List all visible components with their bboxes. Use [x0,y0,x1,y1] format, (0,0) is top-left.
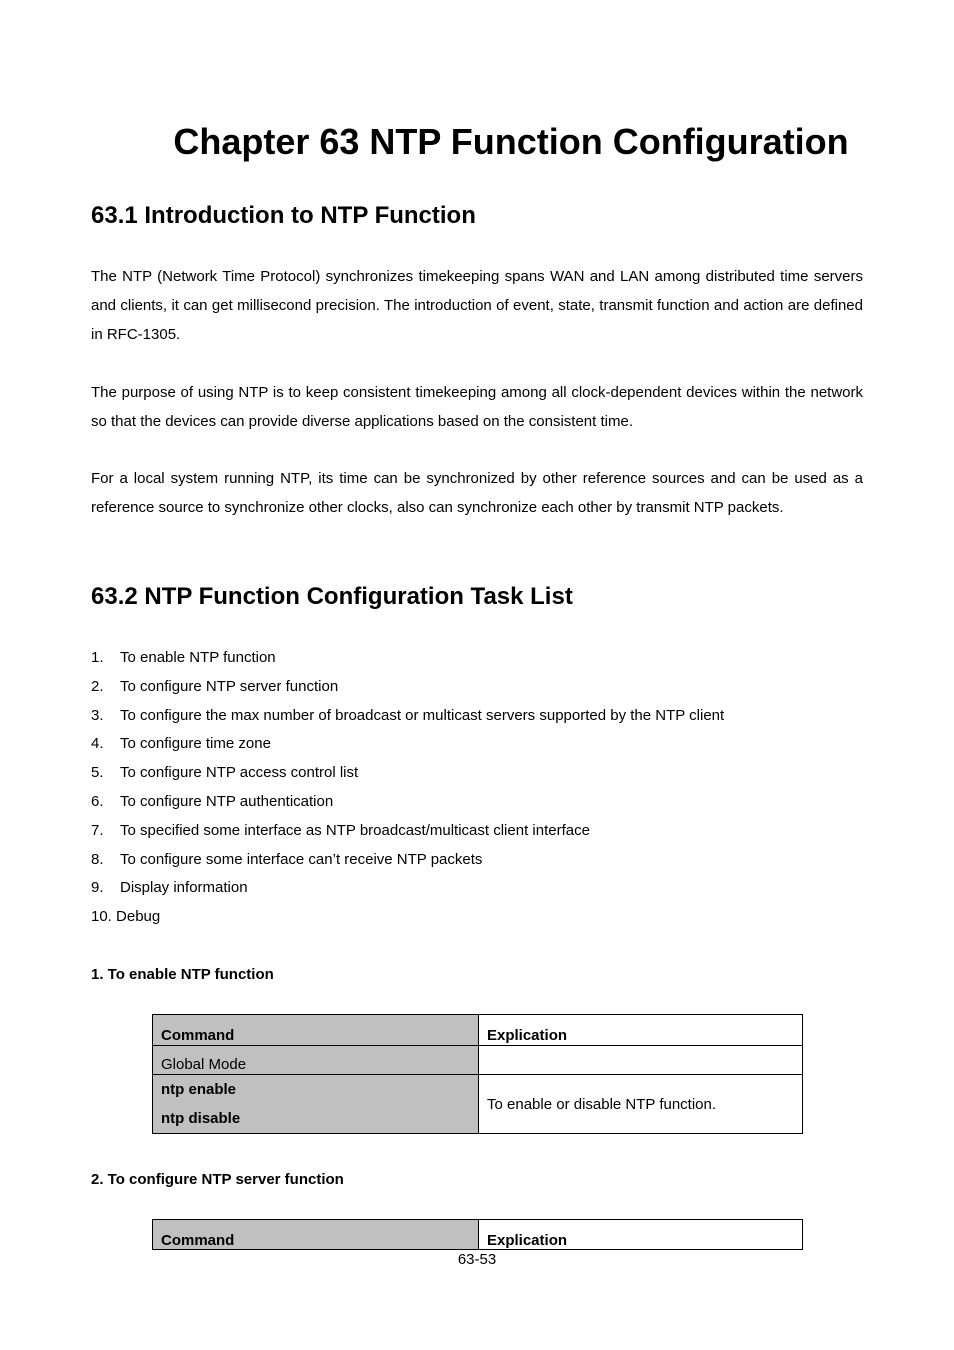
list-item-number: 6. [91,792,104,810]
list-item [91,702,724,731]
intro-paragraph: The NTP (Network Time Protocol) synchronizes timekeeping spans WAN and LAN among distributed time servers and clients, it can get millisecond precision. The introduction of event, state, transmit function and action are defined in RFC-1305. [91,268,863,343]
command-ntp-enable: ntp enable [161,1081,237,1098]
table-command-cell [153,1075,479,1134]
page-number: 63-53 [457,1251,497,1268]
section-heading-intro: 63.1 Introduction to NTP Function [91,202,476,229]
table-empty-cell [479,1046,803,1075]
list-item-number: 5. [91,764,104,782]
list-item-number: 1. [91,649,104,666]
list-item-number: 10. [91,908,112,926]
section-heading-task-list: 63.2 NTP Function Configuration Task List [91,583,573,610]
list-item-number: 7. [91,821,104,839]
list-item-number: 3. [91,706,104,724]
list-item [91,644,724,673]
list-item [91,730,724,759]
list-item-number: 8. [91,850,104,868]
list-item-text: To specified some interface as NTP broadcast/multicast client interface [120,821,590,839]
table-header-explication: Explication [479,1220,803,1250]
list-item-text: To configure NTP access control list [120,764,359,782]
list-item-text: Display information [120,879,248,897]
command-ntp-disable: ntp disable [161,1110,241,1127]
list-item-text: To configure NTP authentication [120,792,334,810]
list-item [91,817,724,846]
list-item [91,846,724,875]
intro-paragraph: For a local system running NTP, its time can be synchronized by other reference sources and can be used as a reference source to synchronize other clocks, also can synchronize each other by transmit NTP packets. [91,470,863,516]
table-header-command: Command [153,1015,479,1046]
list-item-number: 4. [91,735,104,753]
list-item-text: To configure the max number of broadcast or multicast servers supported by the NTP client [120,706,725,724]
list-item-text: To enable NTP function [120,649,276,666]
chapter-title: Chapter 63 NTP Function Configuration [173,121,849,162]
list-item [91,874,724,903]
list-item-text: Debug [116,908,161,926]
table-explication-cell: To enable or disable NTP function. [479,1075,803,1134]
intro-paragraph: The purpose of using NTP is to keep consistent timekeeping among all clock-dependent devices within the network so that the devices can provide diverse applications based on the consistent time. [91,384,863,430]
list-item-number: 2. [91,677,104,695]
list-item-text: To configure time zone [120,735,271,753]
table-mode-cell: Global Mode [153,1046,479,1075]
subsection-heading-server: 2. To configure NTP server function [91,1171,344,1188]
list-item [91,673,724,702]
list-item-text: To configure NTP server function [120,677,339,695]
table-header-command: Command [153,1220,479,1250]
list-item-text: To configure some interface can’t receive NTP packets [120,850,483,868]
task-list [91,644,724,932]
table-header-explication: Explication [479,1015,803,1046]
command-table-server [152,1219,803,1250]
list-item [91,788,724,817]
list-item-number: 9. [91,879,104,897]
list-item [91,903,724,932]
list-item [91,759,724,788]
subsection-heading-enable: 1. To enable NTP function [91,966,274,983]
command-table-enable [152,1014,803,1134]
